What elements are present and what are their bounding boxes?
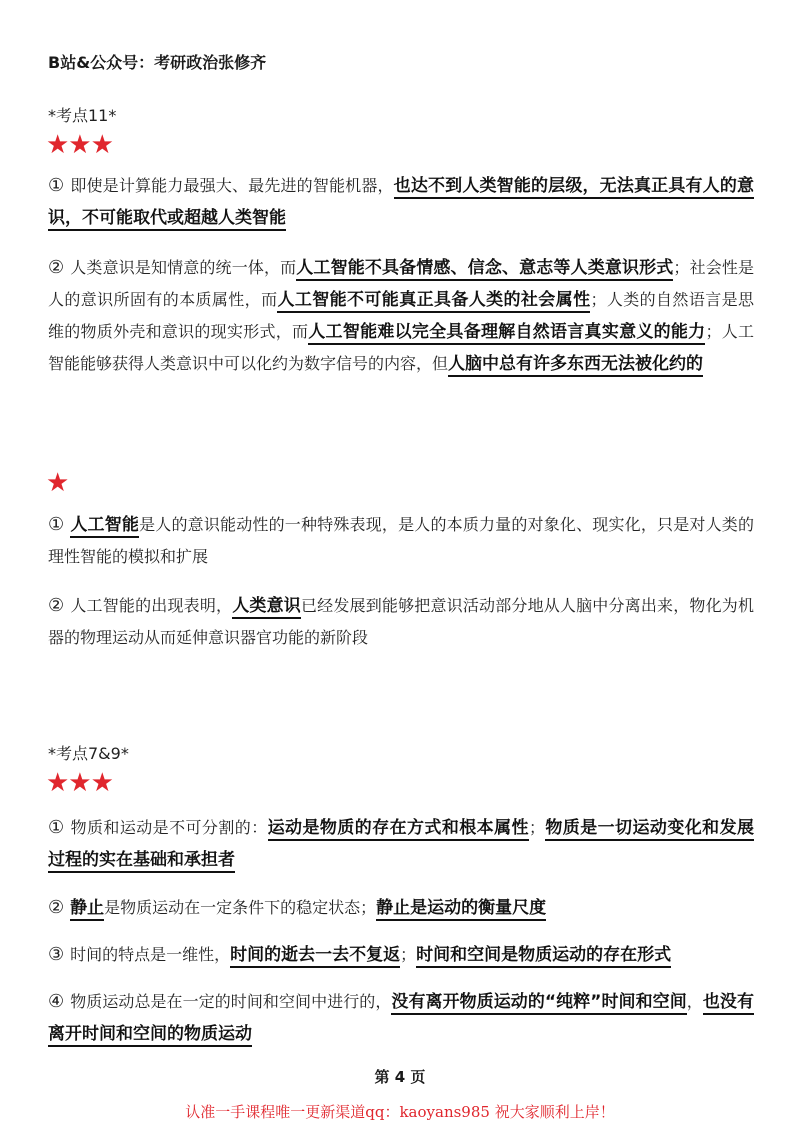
highlight: 也达不到人类智能的层级，无法真正具有人的意识，不可能取代或超越人类智能 (48, 176, 754, 231)
highlight: 没有离开物质运动的“纯粹”时间和空间 (391, 992, 686, 1015)
highlight: 人工智能 (70, 515, 139, 538)
item-number: ② (48, 595, 65, 616)
highlight: 物质是一切运动变化和发展过程的实在基础和承担者 (48, 818, 754, 873)
highlight: 静止是运动的衡量尺度 (376, 898, 546, 921)
item-number: ② (48, 897, 65, 918)
item-number: ④ (48, 991, 65, 1012)
item-number: ① (48, 817, 65, 838)
highlight: 人工智能难以完全具备理解自然语言真实意义的能力 (308, 322, 705, 345)
highlight: 人类意识 (232, 596, 301, 619)
item-number: ① (48, 514, 65, 535)
page-number: 第 4 页 (374, 1068, 426, 1086)
star-rating-icon: ★ (46, 468, 69, 498)
list-item: ② 人工智能的出现表明，人类意识已经发展到能够把意识活动部分地从人脑中分离出来，物化为机器的物理运动从而延伸意识器官功能的新阶段 (48, 595, 754, 647)
highlight: 静止 (70, 898, 104, 921)
list-item: ① 物质和运动是不可分割的：运动是物质的存在方式和根本属性；物质是一切运动变化和发展过程的实在基础和承担者 (48, 812, 754, 876)
highlight: 时间和空间是物质运动的存在形式 (416, 945, 671, 968)
highlight: 时间的逝去一去不复返 (230, 945, 400, 968)
highlight: 运动是物质的存在方式和根本属性 (268, 818, 529, 841)
item-number: ③ (48, 944, 65, 965)
section-title: *考点7&9* (48, 744, 129, 763)
highlight: 也没有离开时间和空间的物质运动 (48, 992, 754, 1047)
header-title: B站&公众号：考研政治张修齐 (48, 53, 267, 72)
item-number: ① (48, 175, 65, 196)
star-rating-icon: ★★★ (46, 768, 113, 798)
footer-notice: 认准一手课程唯一更新渠道qq：kaoyans985 祝大家顺利上岸！ (185, 1103, 615, 1121)
list-item: ① 即使是计算能力最强大、最先进的智能机器，也达不到人类智能的层级，无法真正具有人的意识，不可能取代或超越人类智能 (48, 170, 754, 234)
section-title: *考点11* (48, 106, 117, 125)
highlight: 人脑中总有许多东西无法被化约的 (448, 354, 703, 377)
list-item: ④ 物质运动总是在一定的时间和空间中进行的，没有离开物质运动的“纯粹”时间和空间，也没有离开时间和空间的物质运动 (48, 986, 754, 1050)
list-item: ① 人工智能是人的意识能动性的一种特殊表现，是人的本质力量的对象化、现实化，只是对人类的理性智能的模拟和扩展 (48, 514, 754, 566)
list-item: ② 人类意识是知情意的统一体，而人工智能不具备情感、信念、意志等人类意识形式；社会性是人的意识所固有的本质属性，而人工智能不可能真正具备人类的社会属性；人类的自然语言是思维的物质外壳和意识的现实形式，而人工智能难以完全具备理解自然语言真实意义的能力；人工智能能够获得人类意识中可以化约为数字信号的内容，但人脑中总有许多东西无法被化约的 (48, 252, 754, 380)
item-number: ② (48, 257, 65, 278)
list-item: ③ 时间的特点是一维性，时间的逝去一去不复返；时间和空间是物质运动的存在形式 (48, 939, 754, 971)
list-item: ② 静止是物质运动在一定条件下的稳定状态；静止是运动的衡量尺度 (48, 892, 754, 924)
highlight: 人工智能不可能真正具备人类的社会属性 (277, 290, 590, 313)
star-rating-icon: ★★★ (46, 130, 113, 160)
highlight: 人工智能不具备情感、信念、意志等人类意识形式 (296, 258, 673, 281)
